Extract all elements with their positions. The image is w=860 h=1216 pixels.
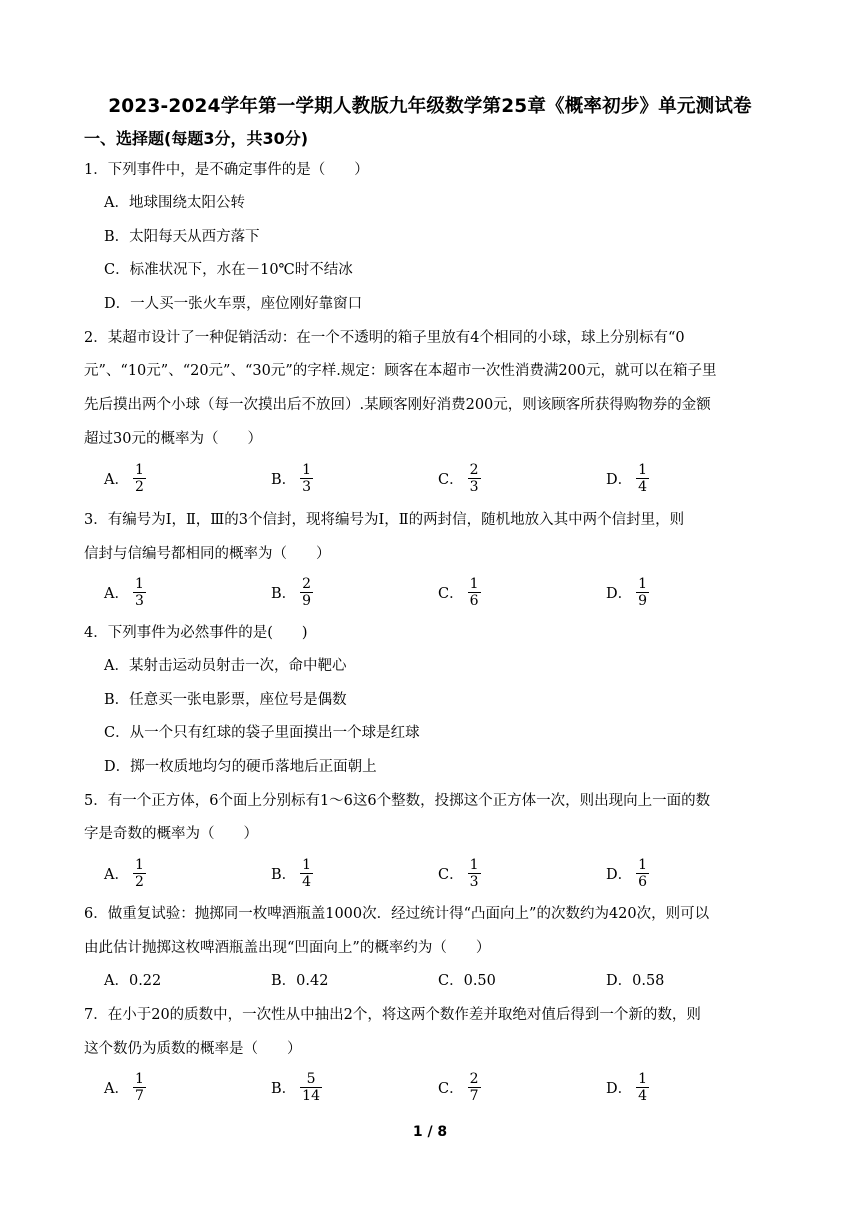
question-1-stem: 1．下列事件中，是不确定事件的是（ ）	[84, 162, 369, 178]
question-6-line-1: 6．做重复试验：抛掷同一枚啤酒瓶盖1000次．经过统计得“凸面向上”的次数约为420次，则可以	[84, 906, 710, 922]
question-3-option-b: B． $\frac{2}{9}$	[271, 576, 312, 609]
question-2-option-b: B． $\frac{1}{3}$	[271, 462, 312, 495]
question-7-option-b: B． $\frac{5}{14}$	[271, 1071, 320, 1104]
question-2-option-d: D． $\frac{1}{4}$	[606, 462, 648, 495]
fraction: $\frac{2}{9}$	[302, 576, 312, 609]
question-1-option-a: A．地球围绕太阳公转	[104, 195, 245, 211]
fraction: $\frac{1}{6}$	[469, 576, 479, 609]
question-2-line-2: 元”、“10元”、“20元”、“30元”的字样.规定：顾客在本超市一次性消费满200元，就可以在箱子里	[84, 363, 717, 379]
fraction: $\frac{5}{14}$	[302, 1071, 320, 1104]
fraction: $\frac{1}{7}$	[134, 1071, 144, 1104]
question-6-option-a: A．0.22	[104, 973, 162, 989]
fraction: $\frac{1}{2}$	[134, 857, 144, 890]
question-3-line-2: 信封与信编号都相同的概率为（ ）	[84, 546, 331, 562]
question-2-line-3: 先后摸出两个小球（每一次摸出后不放回）.某顾客刚好消费200元，则该顾客所获得购物券的金额	[84, 397, 711, 413]
question-5-option-d: D． $\frac{1}{6}$	[606, 857, 648, 890]
question-6-option-b: B．0.42	[271, 973, 329, 989]
question-2-option-a: A． $\frac{1}{2}$	[104, 462, 144, 495]
question-5-option-c: C． $\frac{1}{3}$	[438, 857, 479, 890]
page-number: 1 / 8	[412, 1124, 448, 1140]
fraction: $\frac{1}{4}$	[638, 462, 648, 495]
question-3-option-d: D． $\frac{1}{9}$	[606, 576, 648, 609]
question-1-option-c: C．标准状况下，水在－10℃时不结冰	[104, 262, 353, 278]
question-5-option-b: B． $\frac{1}{4}$	[271, 857, 312, 890]
fraction: $\frac{1}{3}$	[302, 462, 312, 495]
question-5-option-a: A． $\frac{1}{2}$	[104, 857, 144, 890]
question-7-line-2: 这个数仍为质数的概率是（ ）	[84, 1041, 302, 1057]
question-7-option-c: C． $\frac{2}{7}$	[438, 1071, 479, 1104]
question-7-line-1: 7．在小于20的质数中，一次性从中抽出2个，将这两个数作差并取绝对值后得到一个新的数，则	[84, 1007, 701, 1023]
fraction: $\frac{2}{3}$	[469, 462, 479, 495]
fraction: $\frac{1}{9}$	[638, 576, 648, 609]
question-6-option-d: D．0.58	[606, 973, 665, 989]
question-7-option-d: D． $\frac{1}{4}$	[606, 1071, 648, 1104]
question-1-option-b: B．太阳每天从西方落下	[104, 229, 260, 245]
fraction: $\frac{1}{3}$	[134, 576, 144, 609]
question-7-option-a: A． $\frac{1}{7}$	[104, 1071, 144, 1104]
question-4-stem: 4．下列事件为必然事件的是( )	[84, 625, 308, 641]
fraction: $\frac{1}{2}$	[134, 462, 144, 495]
question-5-line-1: 5．有一个正方体，6个面上分别标有1～6这6个整数，投掷这个正方体一次，则出现向上一面的数	[84, 793, 711, 809]
question-1-option-d: D．一人买一张火车票，座位刚好靠窗口	[104, 296, 363, 312]
question-4-option-c: C．从一个只有红球的袋子里面摸出一个球是红球	[104, 725, 420, 741]
fraction: $\frac{1}{4}$	[302, 857, 312, 890]
fraction: $\frac{1}{3}$	[469, 857, 479, 890]
question-4-option-a: A．某射击运动员射击一次，命中靶心	[104, 658, 347, 674]
question-2-option-c: C． $\frac{2}{3}$	[438, 462, 479, 495]
question-4-option-b: B．任意买一张电影票，座位号是偶数	[104, 692, 347, 708]
question-5-line-2: 字是奇数的概率为（ ）	[84, 826, 258, 842]
fraction: $\frac{2}{7}$	[469, 1071, 479, 1104]
question-6-option-c: C．0.50	[438, 973, 496, 989]
document-title: 2023-2024学年第一学期人教版九年级数学第25章《概率初步》单元测试卷	[108, 96, 752, 117]
fraction: $\frac{1}{6}$	[638, 857, 648, 890]
question-4-option-d: D．掷一枚质地均匀的硬币落地后正面朝上	[104, 759, 377, 775]
question-3-option-c: C． $\frac{1}{6}$	[438, 576, 479, 609]
fraction: $\frac{1}{4}$	[638, 1071, 648, 1104]
question-3-line-1: 3．有编号为Ⅰ，Ⅱ，Ⅲ的3个信封，现将编号为Ⅰ，Ⅱ的两封信，随机地放入其中两个信封里，则	[84, 512, 685, 528]
question-6-line-2: 由此估计抛掷这枚啤酒瓶盖出现“凹面向上”的概率约为（ ）	[84, 940, 491, 956]
section-heading: 一、选择题(每题3分，共30分)	[84, 129, 309, 148]
question-3-option-a: A． $\frac{1}{3}$	[104, 576, 144, 609]
question-2-line-1: 2．某超市设计了一种促销活动：在一个不透明的箱子里放有4个相同的小球，球上分别标有“0	[84, 330, 685, 346]
question-2-line-4: 超过30元的概率为（ ）	[84, 431, 262, 447]
